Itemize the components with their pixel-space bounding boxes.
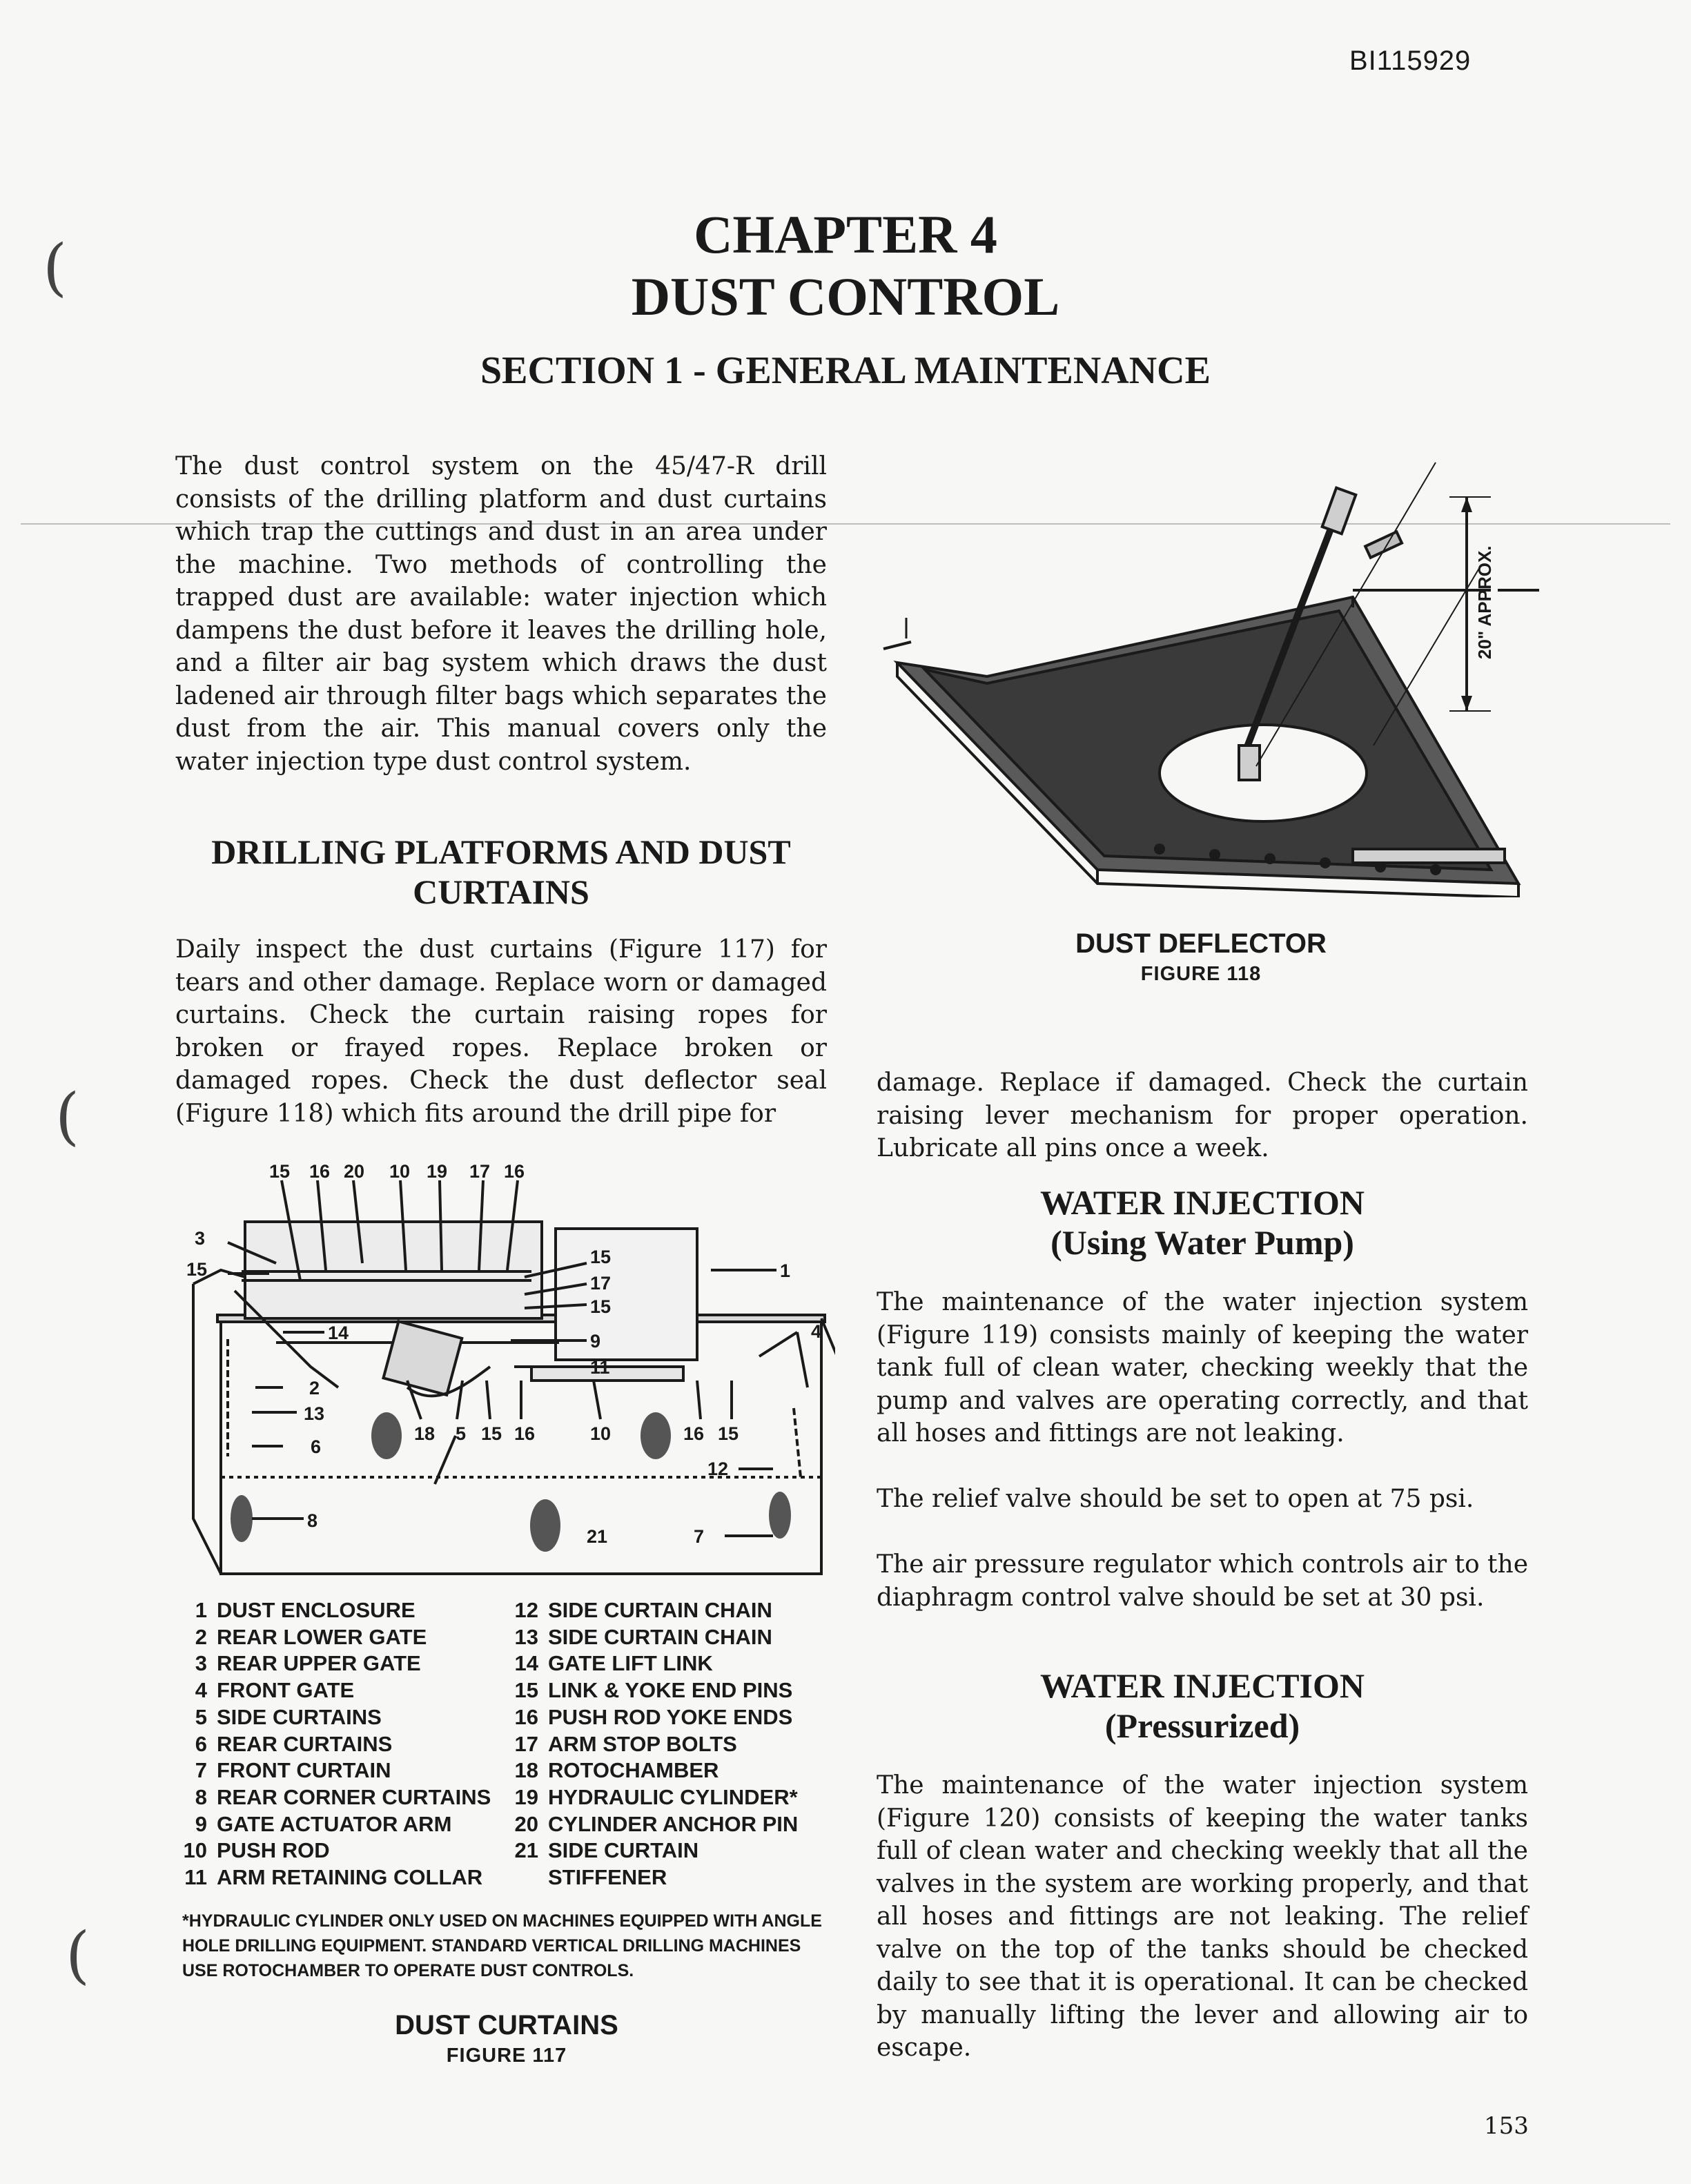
callout-12: 12 bbox=[707, 1459, 729, 1479]
legend-item: 10 PUSH ROD bbox=[183, 1838, 330, 1863]
platforms-paragraph-left: Daily inspect the dust curtains (Figure 117) for tears and other damage. Replace worn or damaged curtains. Check the curtain raising ropes for broken or frayed ropes. Replace broken or damaged ropes. Check the dust deflector seal (Figure 118) which fits around the drill pipe for bbox=[175, 935, 827, 1128]
callout-11: 11 bbox=[590, 1357, 610, 1378]
water-pump-paragraph-2: The relief valve should be set to open at 75 psi. bbox=[877, 1485, 1474, 1513]
figure-117-number: FIGURE 117 bbox=[446, 2045, 567, 2067]
legend-item: 16 PUSH ROD YOKE ENDS bbox=[514, 1704, 793, 1729]
legend-item: 21 SIDE CURTAIN bbox=[514, 1838, 699, 1863]
margin-mark: ( bbox=[55, 1080, 80, 1153]
legend-item: 8 REAR CORNER CURTAINS bbox=[195, 1784, 491, 1809]
callout-15b: 15 bbox=[590, 1296, 612, 1317]
legend-item: 15 LINK & YOKE END PINS bbox=[514, 1678, 793, 1703]
legend-item: 7 FRONT CURTAIN bbox=[195, 1758, 391, 1783]
callout-21: 21 bbox=[587, 1526, 608, 1547]
callout-bottom: 5 bbox=[456, 1423, 467, 1444]
legend-item: 3 REAR UPPER GATE bbox=[195, 1651, 421, 1676]
document-id: BI115929 bbox=[1349, 46, 1472, 76]
page-number: 153 bbox=[1484, 2112, 1529, 2140]
margin-mark: ( bbox=[43, 231, 68, 304]
legend-right bbox=[509, 1597, 798, 1891]
callout-15-left: 15 bbox=[186, 1259, 208, 1280]
platforms-paragraph-right: damage. Replace if damaged. Check the curtain raising lever mechanism for proper operation. Lubricate all pins once a week. bbox=[877, 1069, 1528, 1162]
callout-17: 17 bbox=[590, 1273, 612, 1294]
legend-item: 1 DUST ENCLOSURE bbox=[195, 1598, 416, 1622]
callout-top: 20 bbox=[344, 1161, 365, 1182]
callout-15a: 15 bbox=[590, 1247, 612, 1267]
callout-bottom: 18 bbox=[414, 1423, 436, 1444]
callout-14: 14 bbox=[328, 1323, 349, 1343]
legend-item: 4 FRONT GATE bbox=[195, 1678, 355, 1703]
dimension-label: 20" APPROX. bbox=[1474, 545, 1495, 659]
legend-item: 19 HYDRAULIC CYLINDER* bbox=[514, 1784, 798, 1809]
platforms-heading: DRILLING PLATFORMS AND DUST CURTAINS bbox=[211, 832, 791, 911]
legend-item: 11 ARM RETAINING COLLAR bbox=[184, 1865, 483, 1890]
callout-top: 19 bbox=[427, 1161, 448, 1182]
legend-item: 17 ARM STOP BOLTS bbox=[514, 1731, 737, 1756]
callout-3: 3 bbox=[195, 1228, 206, 1249]
legend-item: 5 SIDE CURTAINS bbox=[195, 1704, 382, 1729]
figure-118-number: FIGURE 118 bbox=[1140, 963, 1262, 985]
legend-item: 18 ROTOCHAMBER bbox=[514, 1758, 719, 1783]
margin-mark: ( bbox=[66, 1919, 90, 1991]
legend-item: STIFFENER bbox=[548, 1865, 667, 1890]
intro-paragraph: The dust control system on the 45/47-R drill consists of the drilling platform and dust curtains which trap the cuttings and dust in an area under the machine. Two methods of controlling the trapped dust are available: water injection which dampens the dust before it leaves the drilling hole, and a filter air bag system which draws the dust ladened air through filter bags which separates the dust from the air. This manual covers only the water injection type dust control system. bbox=[175, 452, 827, 776]
callout-7: 7 bbox=[694, 1526, 705, 1547]
legend-left bbox=[178, 1597, 491, 1891]
callout-13: 13 bbox=[304, 1403, 325, 1424]
legend-item: 12 SIDE CURTAIN CHAIN bbox=[514, 1598, 772, 1622]
callout-top: 16 bbox=[309, 1161, 331, 1182]
legend-item: 14 GATE LIFT LINK bbox=[514, 1651, 713, 1676]
callout-bottom: 16 bbox=[514, 1423, 536, 1444]
chapter-subtitle: DUST CONTROL bbox=[631, 266, 1060, 326]
callout-8: 8 bbox=[307, 1510, 318, 1531]
callout-bottom: 16 bbox=[683, 1423, 705, 1444]
chapter-title: CHAPTER 4 bbox=[694, 204, 997, 264]
legend-item: 20 CYLINDER ANCHOR PIN bbox=[514, 1811, 799, 1836]
callout-1: 1 bbox=[780, 1260, 791, 1281]
dust-deflector-diagram bbox=[870, 442, 1546, 897]
callout-4: 4 bbox=[811, 1321, 822, 1342]
callout-top: 10 bbox=[389, 1161, 411, 1182]
callout-9: 9 bbox=[590, 1331, 601, 1352]
callout-6: 6 bbox=[311, 1436, 322, 1457]
callout-top: 16 bbox=[504, 1161, 525, 1182]
legend-item: 13 SIDE CURTAIN CHAIN bbox=[514, 1624, 772, 1649]
callout-2: 2 bbox=[309, 1378, 320, 1398]
callout-bottom: 15 bbox=[718, 1423, 739, 1444]
water-pump-paragraph-3: The air pressure regulator which controls air to the diaphragm control valve should be set at 30 psi. bbox=[877, 1550, 1529, 1612]
water-pump-paragraph-1: The maintenance of the water injection system (Figure 119) consists mainly of keeping the water tank full of clean water, checking weekly that the pump and valves are operating correctly, and that all hoses and fittings are not leaking. bbox=[877, 1288, 1528, 1447]
legend-item: 2 REAR LOWER GATE bbox=[195, 1624, 427, 1649]
figure-117-title: DUST CURTAINS bbox=[395, 2010, 618, 2040]
legend-item: 6 REAR CURTAINS bbox=[195, 1731, 393, 1756]
pressurized-paragraph: The maintenance of the water injection system (Figure 120) consists of keeping the water tanks full of clean water and checking weekly that all the valves in the system are working properly, and that all hoses and fittings are not leaking. The relief valve on the top of the tanks should be checked daily to see that it is operational. It can be checked by manually lifting the lever and allowing air to escape. bbox=[877, 1771, 1528, 2062]
dust-curtains-diagram bbox=[173, 1160, 835, 1588]
pressurized-heading: WATER INJECTION (Pressurized) bbox=[1040, 1666, 1365, 1745]
callout-top: 17 bbox=[469, 1161, 491, 1182]
figure-118-title: DUST DEFLECTOR bbox=[1075, 928, 1327, 959]
callout-bottom: 15 bbox=[481, 1423, 502, 1444]
callout-bottom: 10 bbox=[590, 1423, 612, 1444]
water-pump-heading: WATER INJECTION (Using Water Pump) bbox=[1040, 1183, 1365, 1262]
figure-117-footnote: *HYDRAULIC CYLINDER ONLY USED ON MACHINES EQUIPPED WITH ANGLE HOLE DRILLING EQUIPMENT. STANDARD VERTICAL DRILLING MACHINES USE ROTOCHAMBER TO OPERATE DUST CONTROLS. bbox=[182, 1911, 822, 1980]
legend-item: 9 GATE ACTUATOR ARM bbox=[195, 1811, 452, 1836]
section-title: SECTION 1 - GENERAL MAINTENANCE bbox=[480, 349, 1211, 392]
callout-top: 15 bbox=[269, 1161, 291, 1182]
